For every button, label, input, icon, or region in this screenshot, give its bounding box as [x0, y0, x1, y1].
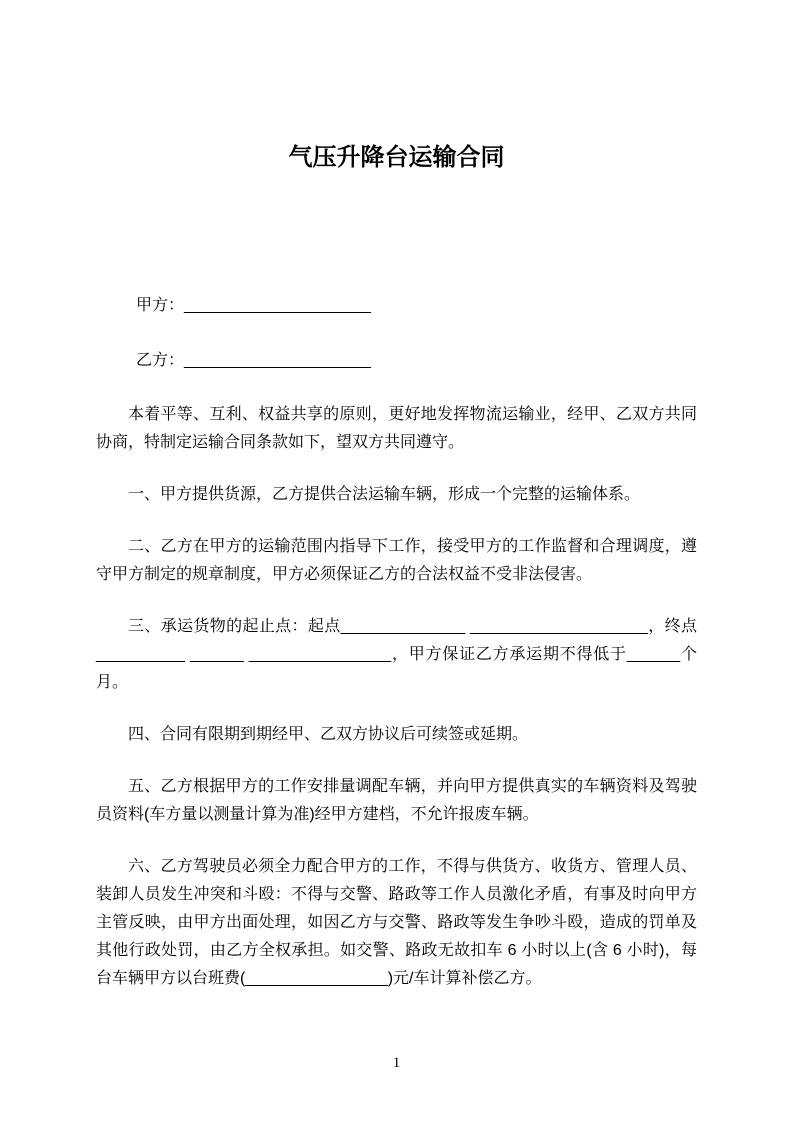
- document-title: 气压升降台运输合同: [288, 144, 505, 171]
- paragraph-preamble: 本着平等、互利、权益共享的原则，更好地发挥物流运输业，经甲、乙双方共同协商，特制定运输合同条款如下，望双方共同遵守。: [96, 406, 697, 451]
- party-a-line: [96, 292, 697, 320]
- paragraph-clause-1: 一、甲方提供货源，乙方提供合法运输车辆，形成一个完整的运输体系。: [128, 486, 641, 503]
- party-b-label: 乙方：: [136, 352, 185, 369]
- paragraph-clause-2: 二、乙方在甲方的运输范围内指导下工作，接受甲方的工作监督和合理调度，遵守甲方制定的规章制度，甲方必须保证乙方的合法权益不受非法侵害。: [96, 538, 697, 583]
- paragraph-clause-5: 五、乙方根据甲方的工作安排量调配车辆，并向甲方提供真实的车辆资料及驾驶员资料(车方量以测量计算为准)经甲方建档，不允许报废车辆。: [96, 778, 697, 823]
- paragraph-clause-6: 六、乙方驾驶员必须全力配合甲方的工作，不得与供货方、收货方、管理人员、装卸人员发生冲突和斗殴：不得与交警、路政等工作人员激化矛盾，有事及时向甲方主管反映，由甲方出面处理，如因乙方与交警、路政等发生争吵斗殴，造成的罚单及其他行政处罚，由乙方全权承担。如交警、路政无故扣车 6 小时以上(含 6 小时)，每台车辆甲方以台班费(________________)元/车计算补偿乙方。: [96, 858, 697, 987]
- party-b-blank: _____________________: [184, 352, 371, 369]
- party-a-label: 甲方：: [136, 297, 185, 314]
- paragraph-clause-4: 四、合同有限期到期经甲、乙双方协议后可续签或延期。: [128, 726, 529, 743]
- paragraph-clause-3: 三、承运货物的起止点：起点______________ ____________________，终点__________ ______ ________________，甲方保证乙方承运期不得低于______个月。: [96, 618, 697, 691]
- page-number: 1: [392, 1055, 401, 1071]
- party-a-blank: _____________________: [184, 297, 371, 314]
- party-b-line: [96, 347, 697, 375]
